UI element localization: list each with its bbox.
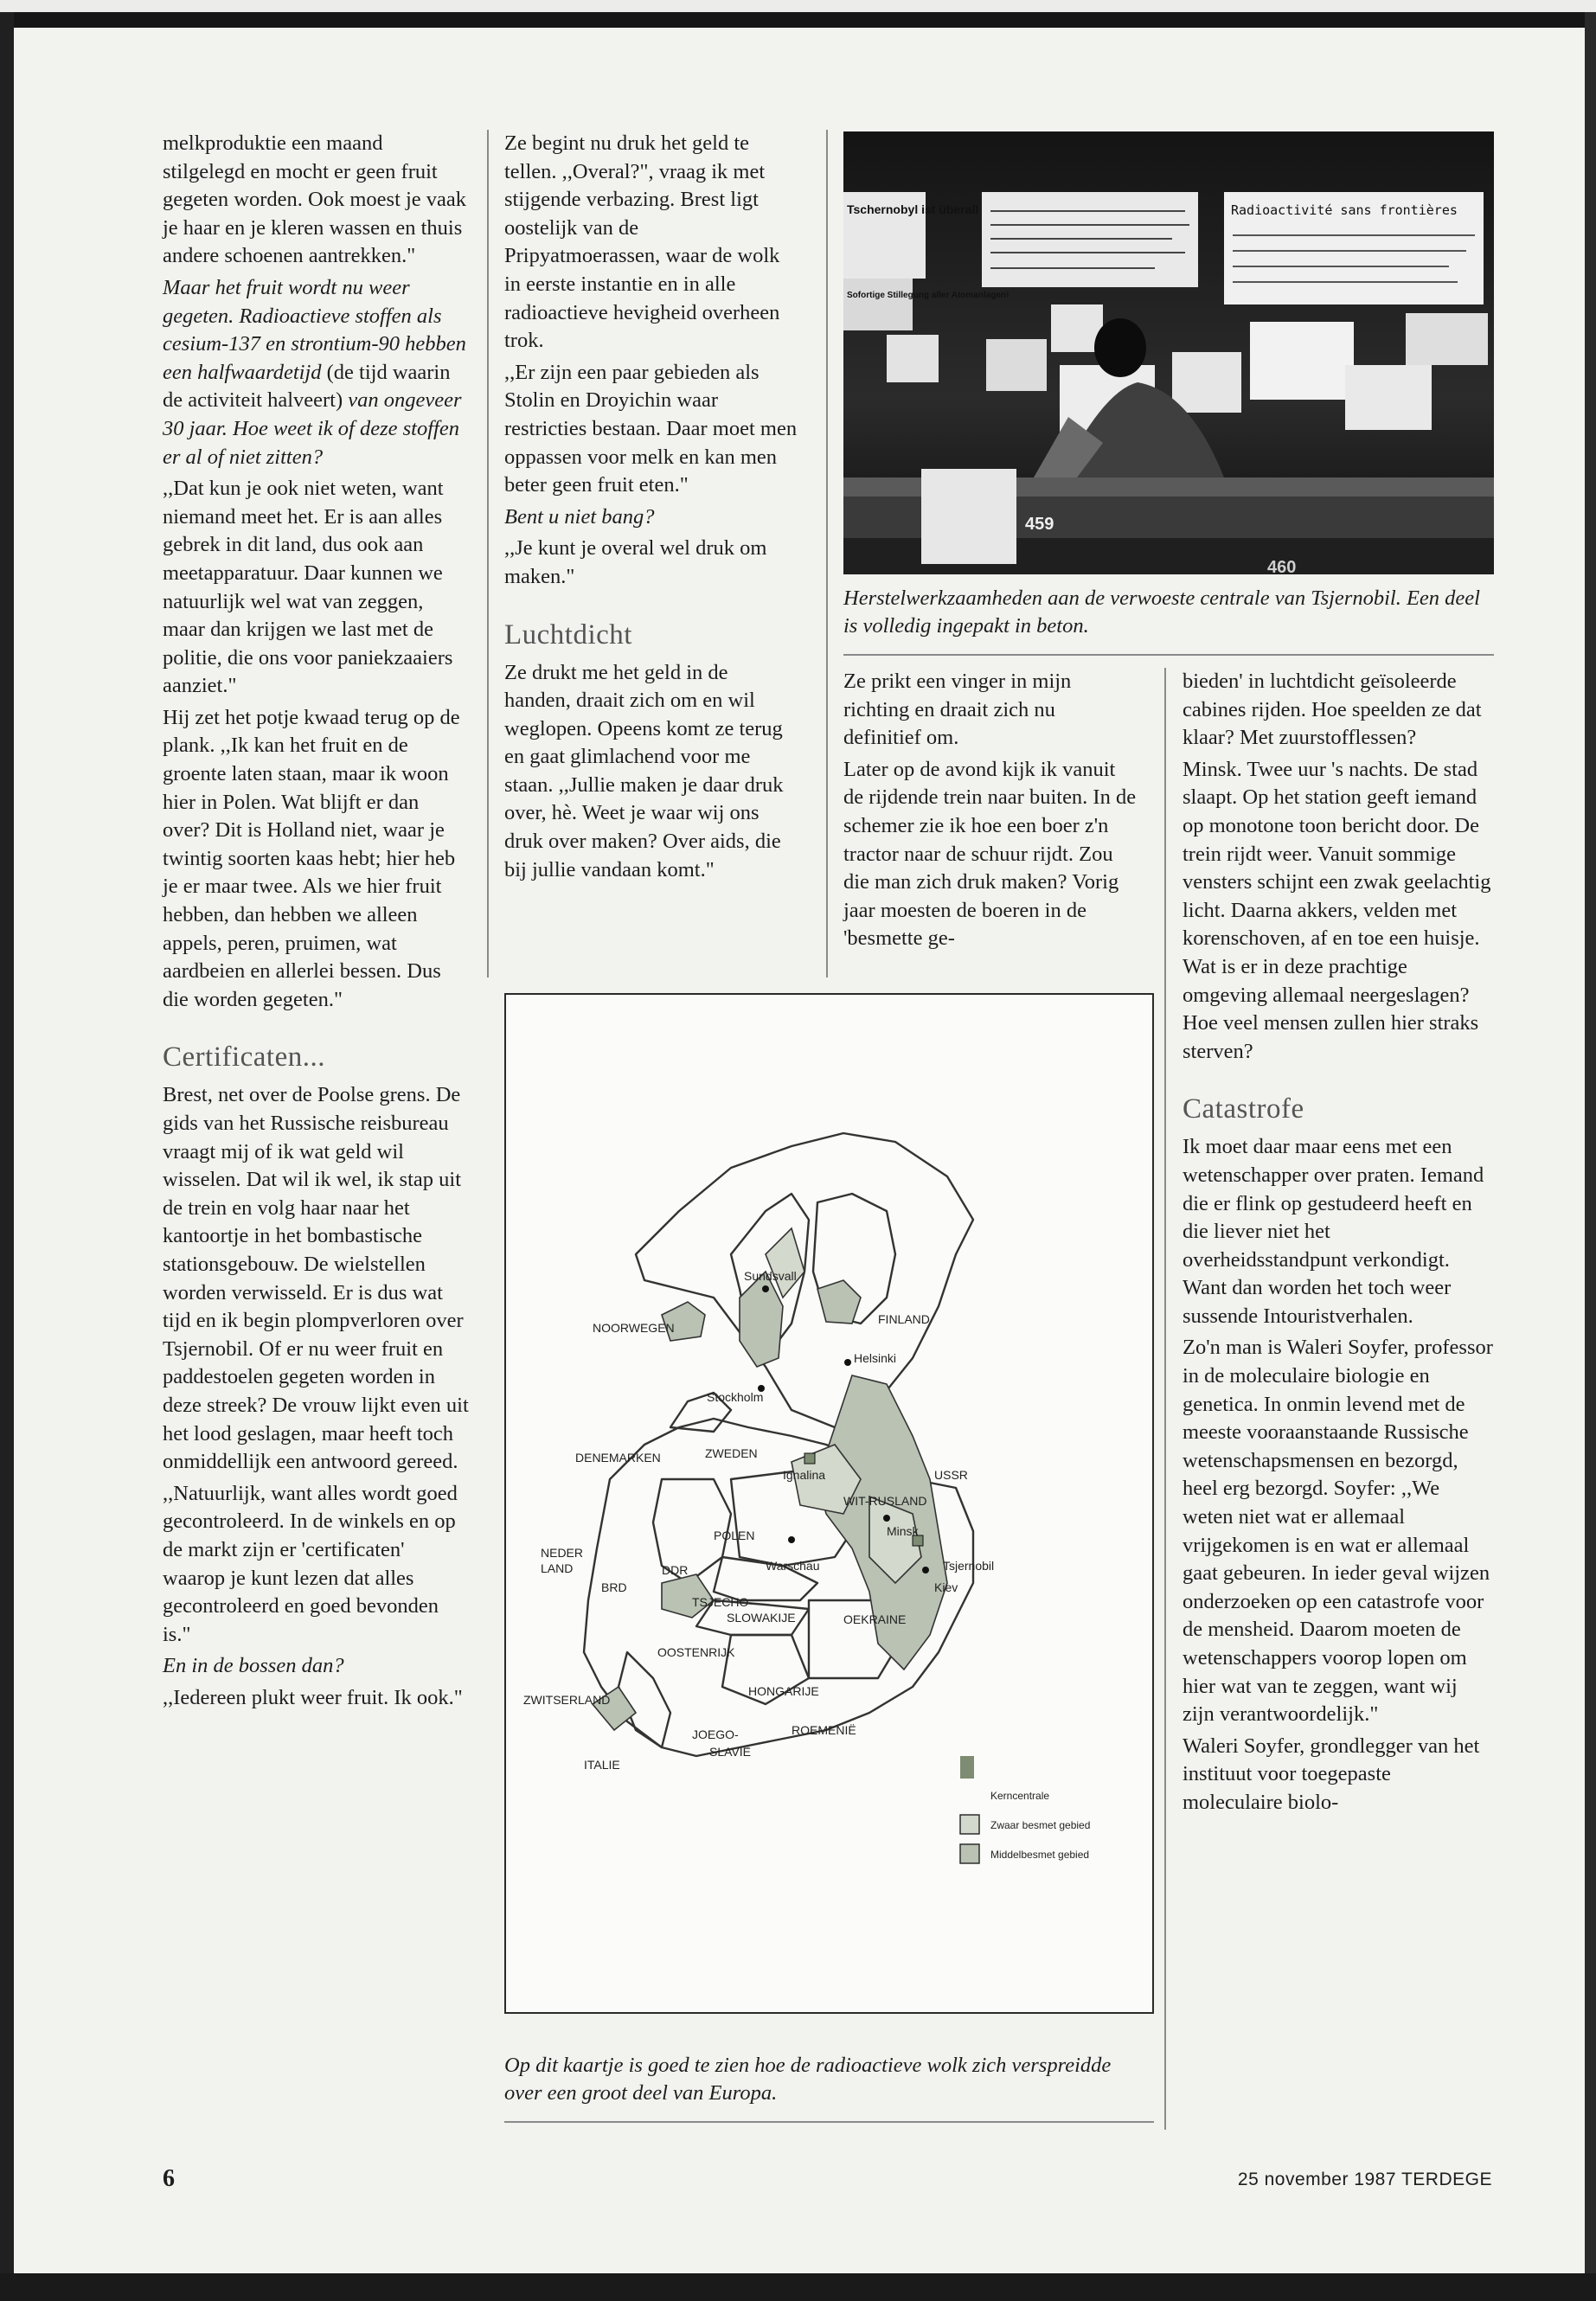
label-nederland-1: NEDER	[541, 1546, 584, 1560]
map-caption: Op dit kaartje is goed te zien hoe de radioactieve wolk zich verspreidde over een groot deel van Europa.	[504, 2054, 1112, 2105]
scandinavia-outline	[636, 1133, 973, 1427]
label-witrusland: WIT-RUSLAND	[843, 1494, 927, 1508]
col1-paragraph-2	[163, 274, 470, 471]
label-roemenie: ROEMENIË	[792, 1723, 856, 1737]
label-italie: ITALIE	[584, 1758, 620, 1772]
col4-heading-catastrofe: Catastrofe	[1183, 1093, 1304, 1125]
col1-question-part-2: (de tijd waarin de activiteit halveert)	[163, 360, 451, 413]
scan-border-top	[0, 12, 1596, 28]
contaminated-sweden	[740, 1272, 783, 1367]
col4-paragraph-5: Waleri Soyfer, grondlegger van het instituut voor toegepaste moleculaire biolo-	[1183, 1734, 1480, 1814]
col1-paragraph-4: Hij zet het potje kwaad terug op de plank. ,,Ik kan het fruit en de groente laten staan, maar ik woon hier in Polen. Wat blijft er dan over? Dit is Holland niet, waar je twintig soorten kaas hebt; hier heb je er maar twee. Als we hier fruit hebben, dan hebben we alleen appels, peren, pruimen, wat aardbeien en allerlei bessen. Dus die worden gegeten."	[163, 705, 460, 1011]
label-stockholm: Stockholm	[707, 1390, 764, 1404]
col2-paragraph-3: Bent u niet bang?	[504, 504, 655, 529]
col4-paragraph-4: Zo'n man is Waleri Soyfer, professor in de moleculaire biologie en genetica. In onmin levend met de meeste vooraanstaande Russische wetenschapsmensen en bezorgd, heel erg bezorgd. Soyfer: ,,We weten niet wat er allemaal vrijgekomen is en wat er allemaal gaat gebeuren. In ieder geval wijzen onderzoeken op een catastrofe voor de mensheid. Daarom moeten de wetenschappers voorop lopen om hier wat van te zeggen, want wij zijn verantwoordelijk."	[1183, 1336, 1493, 1727]
col3-paragraph-2: Later op de avond kijk ik vanuit de rijdende trein naar buiten. In de schemer zie ik hoe een boer z'n tractor naar de schuur rijdt. Zou die man zich druk maken? Vorig jaar moesten de boeren in de 'besmette ge-	[843, 757, 1137, 951]
column-3	[843, 668, 1138, 953]
scan-border-left	[0, 12, 14, 2301]
label-helsinki: Helsinki	[854, 1351, 897, 1365]
photo-illustration	[843, 131, 1494, 574]
dot-helsinki	[844, 1359, 851, 1366]
col2-paragraph-2: ,,Er zijn een paar gebieden als Stolin en Droyichin waar restricties bestaan. Daar moet men oppassen voor melk en kan men beter geen fruit eten."	[504, 360, 798, 497]
label-tsjernobil: Tsjernobil	[943, 1559, 995, 1573]
label-nederland-2: LAND	[541, 1561, 574, 1575]
col1-heading-certificaten: Certificaten...	[163, 1042, 326, 1074]
col2-paragraph-1: Ze begint nu druk het geld te tellen. ,,Overal?", vraag ik met stijgende verbazing. Brest ligt oostelijk van de Pripyatmoerassen, waar de wolk in eerste instantie en in alle radioactieve hevigheid overheen trok.	[504, 131, 780, 353]
legend-heavy-label: Zwaar besmet gebied	[990, 1819, 1091, 1831]
col1-paragraph-3: ,,Dat kun je ook niet weten, want niemand meet het. Er is aan alles gebrek in dit land, dus ook aan meetapparatuur. Daar kunnen we natuurlijk wel wat van zeggen, maar dan krijgen we last met de politie, die ons voor paniekzaaiers aanziet."	[163, 477, 453, 698]
col3-paragraph-1: Ze prikt een vinger in mijn richting en draait zich nu definitief om.	[843, 670, 1072, 750]
column-divider-3	[1164, 668, 1166, 2130]
dot-kiev	[922, 1567, 929, 1574]
map-caption-rule	[504, 2121, 1154, 2123]
label-finland: FINLAND	[878, 1312, 930, 1326]
col2-heading-luchtdicht: Luchtdicht	[504, 619, 632, 651]
label-minsk: Minsk	[887, 1524, 919, 1538]
dot-sundsvall	[762, 1285, 769, 1292]
col2-paragraph-5: Ze drukt me het geld in de handen, draait zich om en wil weglopen. Opeens komt ze terug en gaat glimlachend voor me staan. ,,Jullie maken je daar druk over, hè. Weet je waar wij ons druk over maken? Over aids, die bij jullie vandaan komt."	[504, 660, 784, 881]
col2-paragraph-4: ,,Je kunt je overal wel druk om maken."	[504, 536, 767, 588]
dot-minsk	[883, 1515, 890, 1522]
col1-paragraph-6: ,,Natuurlijk, want alles wordt goed gecontroleerd. In de winkels en op de markt zijn er 'certificaten' waarop je kunt lezen dat alles gecontroleerd en goed bevonden is."	[163, 1481, 458, 1646]
label-joego-1: JOEGO-	[692, 1727, 739, 1741]
col4-paragraph-1: bieden' in luchtdicht geïsoleerde cabines rijden. Hoe speelden ze dat klaar? Met zuurstofflessen?	[1183, 670, 1482, 750]
column-1	[163, 130, 470, 1712]
column-4	[1183, 668, 1494, 1817]
col1-question-part-3: van ongeveer 30 jaar. Hoe weet ik of deze stoffen er al of niet zitten?	[163, 388, 462, 469]
sign-text-stillegung: Sofortige Stillegung aller Atomanlagen!	[847, 291, 1010, 300]
label-brd: BRD	[601, 1580, 627, 1594]
label-warschau: Warschau	[766, 1559, 820, 1573]
page-number: 6	[163, 2165, 175, 2192]
column-divider-1	[487, 130, 489, 977]
col1-paragraph-8: ,,Iedereen plukt weer fruit. Ik ook."	[163, 1685, 463, 1709]
label-denemarken: DENEMARKEN	[575, 1451, 661, 1465]
column-divider-2	[826, 130, 828, 977]
seat-number-460: 460	[1267, 558, 1297, 574]
photo-caption: Herstelwerkzaamheden aan de verwoeste centrale van Tsjernobil. Een deel is volledig ingepakt in beton.	[843, 586, 1480, 638]
map-drawing	[506, 995, 1152, 2012]
label-oekraine: OEKRAINE	[843, 1612, 907, 1626]
legend-plant-label: Kerncentrale	[990, 1790, 1050, 1802]
col1-paragraph-5: Brest, net over de Poolse grens. De gids van het Russische reisbureau vraagt mij of ik wat geld wil wisselen. Dat wil ik wel, ik stap uit de trein en volg haar naar het kantoortje in het bombastische stationsgebouw. De wielstellen worden verwisseld. Er is dus wat tijd en ik begin plompverloren over Tsjernobil. Of er nu weer fruit en paddestoelen gegeten worden in deze streek? De vrouw lijkt even uit het lood geslagen, maar heeft toch onmiddellijk een antwoord gereed.	[163, 1083, 469, 1474]
col1-question-part-1: Maar het fruit wordt nu weer gegeten. Radioactieve stoffen als cesium-137 en strontium-90 hebben een halfwaardetijd	[163, 275, 466, 384]
col1-paragraph-1: melkproduktie een maand stilgelegd en mocht er geen fruit gegeten worden. Ook moest je vaak je haar en je kleren wassen en thuis andere schoenen aantrekken."	[163, 131, 467, 268]
europe-contamination-map	[504, 993, 1154, 2014]
chernobyl-protest-photo	[843, 131, 1494, 574]
contaminated-finland	[817, 1280, 861, 1324]
sign-text-radioactivite: Radioactivité sans frontières	[1231, 202, 1458, 218]
label-joego-2: SLAVIË	[709, 1745, 751, 1759]
legend-medium-label: Middelbesmet gebied	[990, 1849, 1090, 1861]
label-hongarije: HONGARIJE	[748, 1684, 819, 1698]
legend-plant-swatch	[960, 1756, 974, 1779]
photo-caption-rule	[843, 654, 1494, 656]
label-polen: POLEN	[714, 1529, 755, 1542]
label-zweden: ZWEDEN	[705, 1446, 758, 1460]
sign-text-tschernobyl: Tschernobyl ist überall	[847, 202, 979, 216]
label-ussr: USSR	[934, 1468, 968, 1482]
label-kiev: Kiev	[934, 1580, 958, 1594]
label-ddr: DDR	[662, 1563, 689, 1577]
label-zwitserland: ZWITSERLAND	[523, 1693, 611, 1707]
dot-warschau	[788, 1536, 795, 1543]
issue-line: 25 november 1987 TERDEGE	[1237, 2170, 1492, 2189]
label-ignalina: Ignalina	[783, 1468, 826, 1482]
legend-heavy-swatch	[960, 1815, 979, 1834]
col1-paragraph-7: En in de bossen dan?	[163, 1654, 344, 1678]
col4-paragraph-2: Minsk. Twee uur 's nachts. De stad slaapt. Op het station geeft iemand op monotone toon bericht door. De trein rijdt weer. Vanuit sommige vensters schijnt een zwak geelachtig licht. Daarna akkers, velden met korenschoven, af en toe een huisje. Wat is er in deze prachtige omgeving allemaal neergeslagen? Hoe veel mensen zullen hier straks sterven?	[1183, 757, 1491, 1063]
col4-paragraph-3: Ik moet daar maar eens met een wetenschapper over praten. Iemand die er flink op gestudeerd heeft en die liever niet het overheidsstandpunt verkondigt. Want dan worden het toch weer sussende Intouristverhalen.	[1183, 1135, 1484, 1328]
label-noorwegen: NOORWEGEN	[593, 1321, 675, 1335]
seat-number-459: 459	[1025, 515, 1054, 534]
plant-ignalina	[804, 1453, 815, 1464]
legend-medium-swatch	[960, 1844, 979, 1863]
label-tsjecho: TSJECHO-	[692, 1595, 753, 1609]
scan-border-right	[1585, 12, 1596, 2301]
column-2	[504, 130, 798, 884]
label-sundsvall: Sundsvall	[744, 1269, 797, 1283]
label-slowakije: SLOWAKIJE	[727, 1611, 796, 1625]
label-oostenrijk: OOSTENRIJK	[657, 1645, 735, 1659]
scan-border-bottom	[0, 2273, 1596, 2301]
